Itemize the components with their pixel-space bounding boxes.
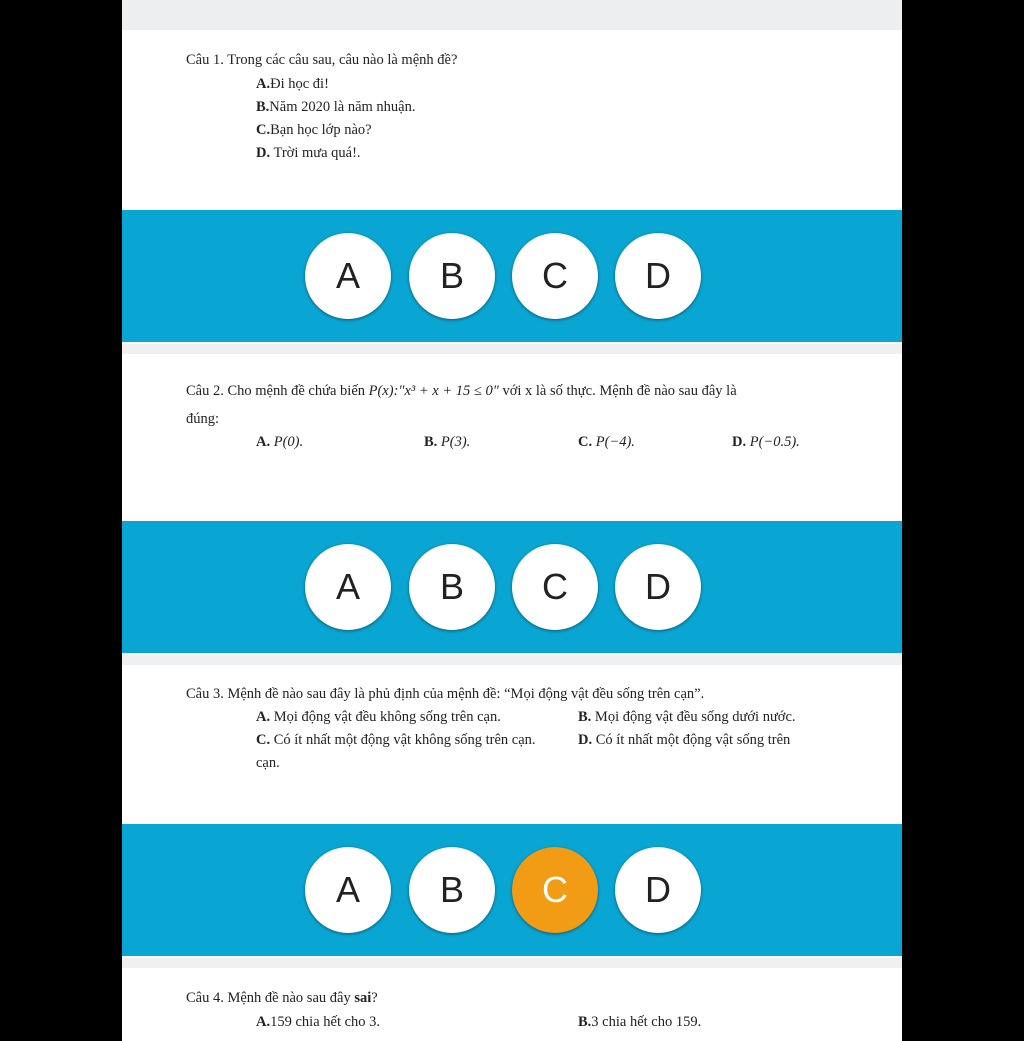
answer-band-q3 [122, 824, 902, 956]
q1-answer-c-button[interactable]: C [512, 233, 598, 319]
q3-answer-c-button-selected[interactable]: C [512, 847, 598, 933]
separator [122, 344, 902, 354]
q3-option-c: C. Có ít nhất một động vật không sống trên cạn. [256, 732, 536, 748]
question-2-title: Câu 2. Cho mệnh đề chứa biến P(x):"x³ + x + 15 ≤ 0" với x là số thực. Mệnh đề nào sau đây là [186, 383, 737, 399]
q2-answer-a-button[interactable]: A [305, 544, 391, 630]
worksheet-page [122, 0, 902, 1041]
q2-answer-b-button[interactable]: B [409, 544, 495, 630]
q3-option-b: B. Mọi động vật đều sống dưới nước. [578, 709, 796, 725]
question-1-title: Câu 1. Trong các câu sau, câu nào là mệnh đề? [186, 52, 458, 68]
q2-option-a: A. P(0). [256, 434, 304, 450]
q2-answer-d-button[interactable]: D [615, 544, 701, 630]
q2-answer-c-button[interactable]: C [512, 544, 598, 630]
question-3-title: Câu 3. Mệnh đề nào sau đây là phủ định của mệnh đề: “Mọi động vật đều sống trên cạn”. [186, 686, 705, 702]
formula: P(x):"x³ + x + 15 ≤ 0" [368, 383, 499, 399]
answer-band-q2 [122, 521, 902, 653]
separator [122, 655, 902, 665]
q3-answer-a-button[interactable]: A [305, 847, 391, 933]
top-bar [122, 0, 902, 30]
answer-band-q1 [122, 210, 902, 342]
question-2-title-line2: đúng: [186, 411, 220, 427]
q2-option-d: D. P(−0.5). [732, 434, 800, 450]
q1-answer-a-button[interactable]: A [305, 233, 391, 319]
q1-answer-d-button[interactable]: D [615, 233, 701, 319]
q4-option-b: B.3 chia hết cho 159. [578, 1014, 702, 1030]
q2-option-b: B. P(3). [424, 434, 471, 450]
q2-option-c: C. P(−4). [578, 434, 635, 450]
q1-option-a: A.Đi học đi! [256, 76, 329, 92]
question-4-title: Câu 4. Mệnh đề nào sau đây sai? [186, 990, 378, 1006]
q3-option-d: D. Có ít nhất một động vật sống trên [578, 732, 791, 748]
q1-answer-b-button[interactable]: B [409, 233, 495, 319]
q3-answer-d-button[interactable]: D [615, 847, 701, 933]
q3-option-a: A. Mọi động vật đều không sống trên cạn. [256, 709, 501, 725]
q1-option-d: D. Trời mưa quá!. [256, 145, 361, 161]
q1-option-c: C.Bạn học lớp nào? [256, 122, 372, 138]
q3-answer-b-button[interactable]: B [409, 847, 495, 933]
q4-option-a: A.159 chia hết cho 3. [256, 1014, 381, 1030]
separator [122, 958, 902, 968]
q1-option-b: B.Năm 2020 là năm nhuận. [256, 99, 416, 115]
q3-option-d-wrap: cạn. [256, 755, 280, 771]
